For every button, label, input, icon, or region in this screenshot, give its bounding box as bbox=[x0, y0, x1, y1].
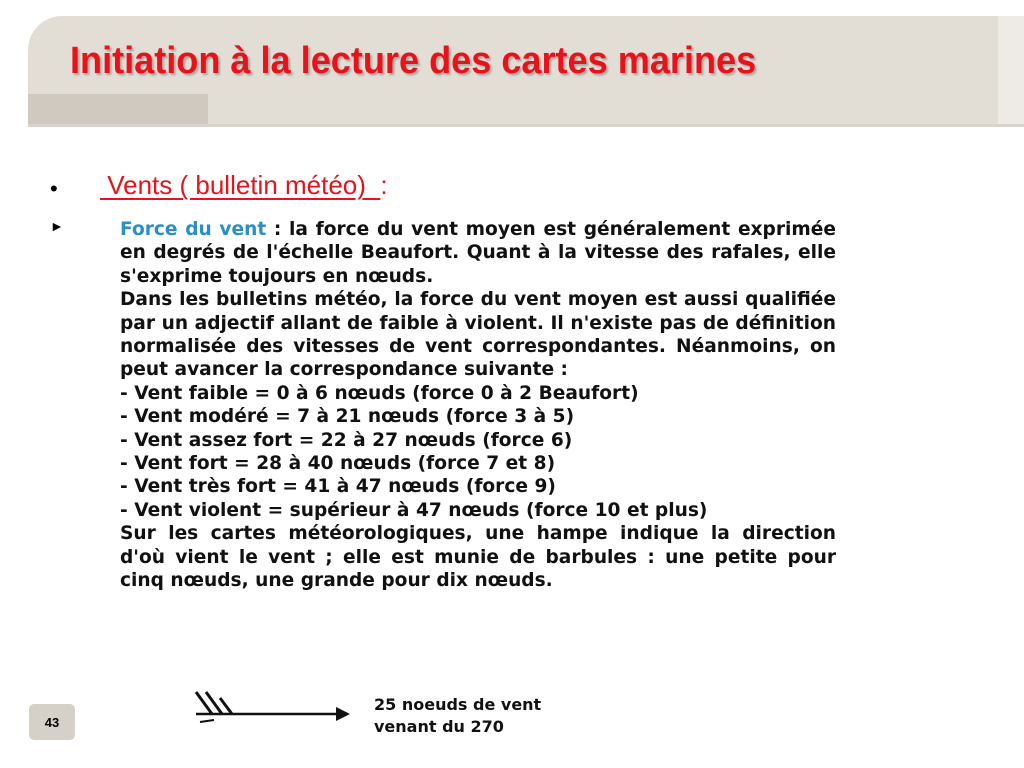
header-edge bbox=[998, 16, 1024, 126]
excerpt-list-item: - Vent fort = 28 à 40 nœuds (force 7 et 8) bbox=[120, 453, 556, 475]
excerpt-list-item: - Vent modéré = 7 à 21 nœuds (force 3 à 5) bbox=[120, 406, 575, 428]
excerpt-intro bbox=[120, 218, 836, 288]
diagram-caption-line-1: 25 noeuds de vent bbox=[374, 695, 542, 714]
slide-title: Initiation à la lecture des cartes marines bbox=[70, 40, 757, 82]
diagram-caption-line-2: venant du 270 bbox=[374, 717, 504, 736]
excerpt-list-item: - Vent assez fort = 22 à 27 nœuds (force 6) bbox=[120, 429, 573, 451]
excerpt-paragraph-2: Dans les bulletins météo, la force du vent moyen est aussi qualifiée par un adjectif allant de faible à violent. Il n'existe pas de définition normalisée des vitesses de vent correspondantes. Néanmoins, on peut avancer la correspondance suivante : bbox=[120, 289, 836, 381]
wind-barb-diagram bbox=[190, 684, 360, 734]
excerpt-list-item: - Vent violent = supérieur à 47 nœuds (force 10 et plus) bbox=[120, 499, 708, 521]
diagram-caption bbox=[374, 694, 541, 738]
excerpt-lead: Force du vent bbox=[120, 219, 267, 240]
bullet-link-text[interactable]: Vents ( bulletin météo) bbox=[100, 170, 381, 200]
excerpt-intro-text: : la force du vent moyen est généralement exprimée en degrés de l'échelle Beaufort. Quant à la vitesse des rafales, elle s'exprime toujours en nœuds. bbox=[120, 219, 836, 287]
excerpt-paragraph-3: Sur les cartes météorologiques, une hampe indique la direction d'où vient le vent ; elle est munie de barbules : une petite pour cinq nœuds, une grande pour dix nœuds. bbox=[120, 523, 836, 592]
header-accent-stripe bbox=[28, 94, 208, 126]
excerpt-list-item: - Vent faible = 0 à 6 nœuds (force 0 à 2 Beaufort) bbox=[120, 382, 639, 404]
excerpt-list-item: - Vent très fort = 41 à 47 nœuds (force 9) bbox=[120, 476, 556, 498]
excerpt-text-block bbox=[120, 218, 836, 688]
bullet-colon: : bbox=[380, 170, 388, 200]
header-divider bbox=[28, 124, 1024, 127]
arrow-bullet-icon: ► bbox=[50, 218, 64, 234]
bullet-item bbox=[100, 170, 388, 201]
page-number-badge: 43 bbox=[29, 704, 75, 740]
bullet-dot-icon: • bbox=[50, 176, 58, 201]
